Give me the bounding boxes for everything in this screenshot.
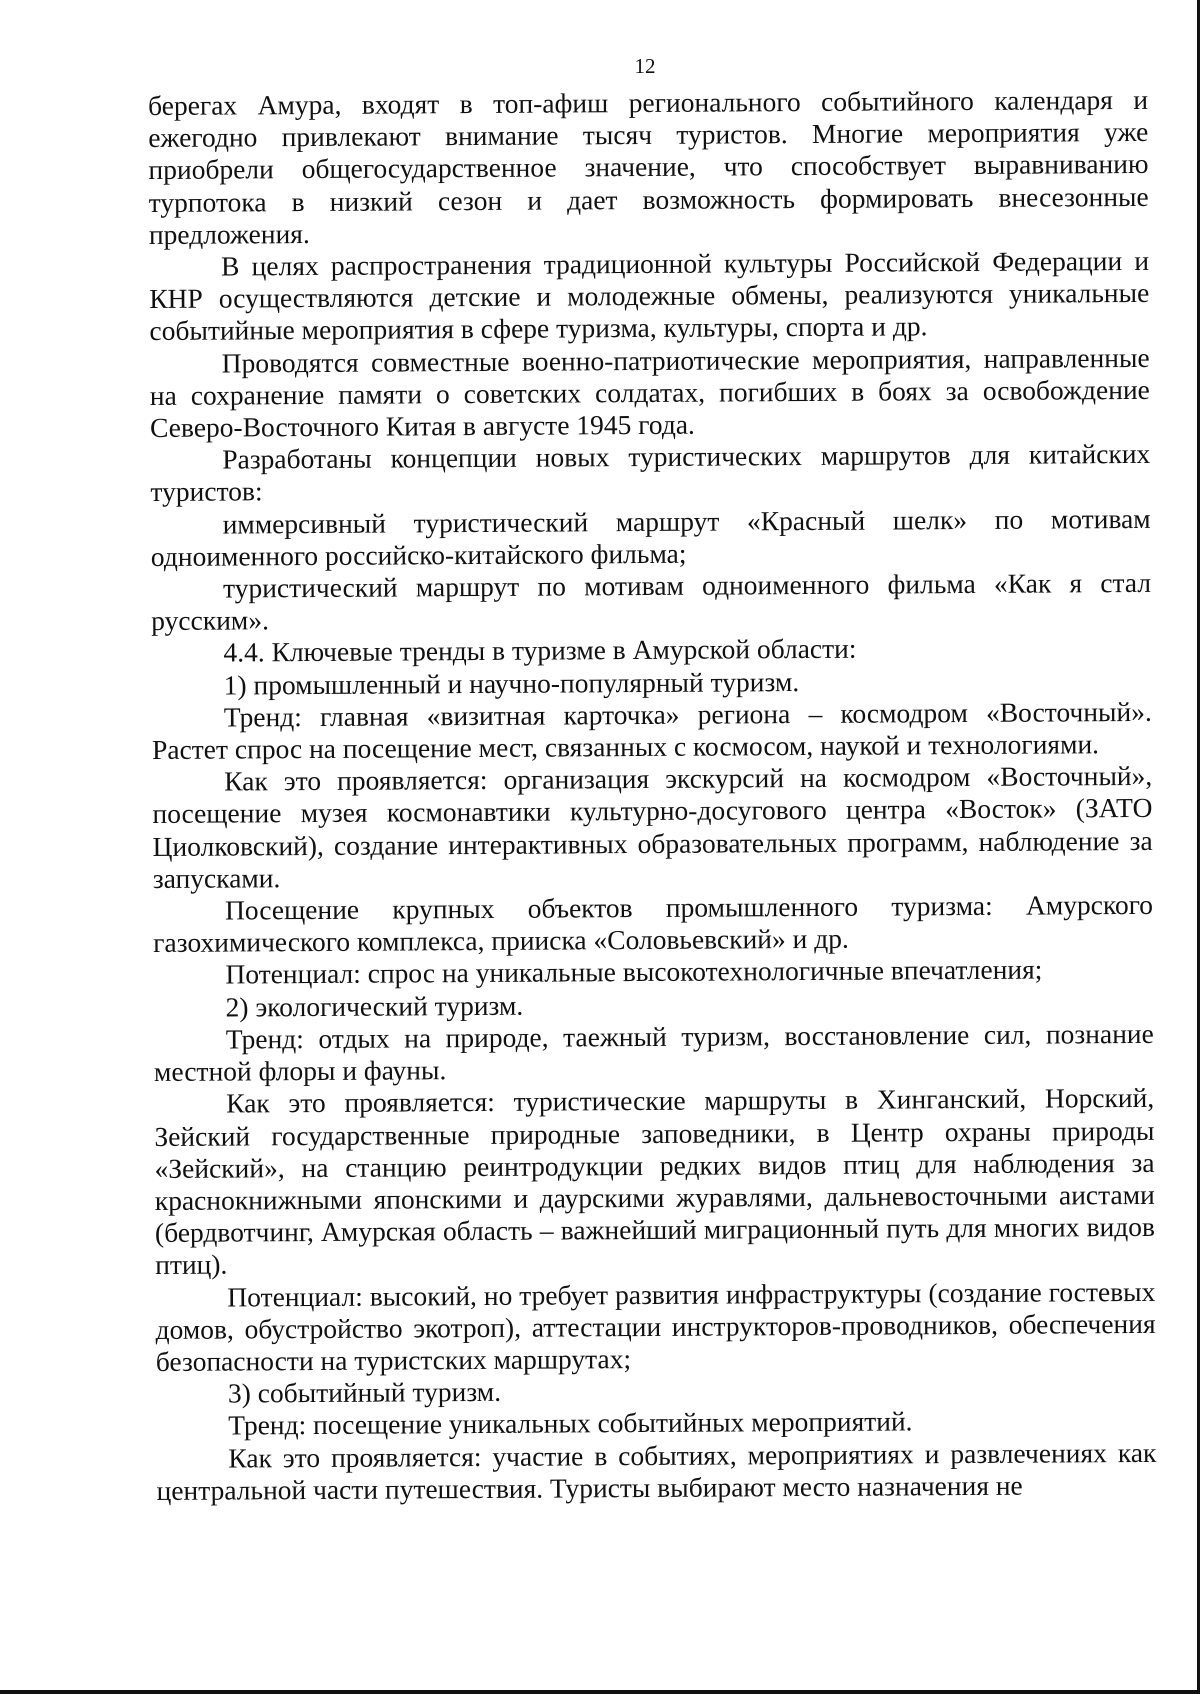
list-item-heading: 2) экологический туризм. (225, 989, 524, 1023)
paragraph: Как это проявляется: участие в событиях, мероприятиях и развлечениях как центральной части путешествия. Туристы выбирают место назначения не (156, 1436, 1157, 1506)
paragraph: Разработаны концепции новых туристических маршрутов для китайских туристов: (150, 438, 1151, 508)
paragraph: Тренд: отдых на природе, таежный туризм, восстановление сил, познание местной флоры и фауны. (153, 1017, 1154, 1088)
paragraph: берегах Амура, входят в топ-афиш регионального событийного календаря и ежегодно привлекают внимание тысяч туристов. Многие мероприятия уже приобрели общегосударственное значение, что способствует выравниванию турпотока в низкий сезон и дает возможность формировать внесезонные предложения. (148, 83, 1149, 250)
paragraph: Потенциал: спрос на уникальные высокотехнологичные впечатления; (225, 954, 1043, 991)
document-body (148, 84, 1157, 1507)
paragraph: Потенциал: высокий, но требует развития инфраструктуры (создание гостевых домов, обустройство экотроп), аттестации инструкторов-проводников, обеспечения безопасности на туристских маршрутах; (155, 1275, 1156, 1377)
list-item-heading: 3) событийный туризм. (227, 1375, 502, 1409)
paragraph: Как это проявляется: организация экскурсий на космодром «Восточный», посещение музея космонавтики культурно-досугового центра «Восток» (ЗАТО Циолковский), создание интерактивных образовательных программ, наблюдение за запусками. (152, 760, 1153, 894)
page-bottom-border (0, 1690, 1200, 1694)
paragraph: Посещение крупных объектов промышленного туризма: Амурского газохимического комплекса, прииска «Соловьевский» и др. (153, 888, 1154, 959)
section-heading: 4.4. Ключевые тренды в туризме в Амурской области: (223, 633, 857, 669)
list-item-heading: 1) промышленный и научно-популярный туризм. (223, 665, 800, 701)
page-number: 12 (634, 54, 656, 78)
paragraph: Тренд: главная «визитная карточка» региона – космодром «Восточный». Растет спрос на посещение мест, связанных с космосом, наукой и технологиями. (151, 695, 1152, 766)
paragraph: туристический маршрут по мотивам одноименного фильма «Как я стал русским». (151, 566, 1152, 637)
paragraph: Проводятся совместные военно-патриотические мероприятия, направленные на сохранение памяти о советских солдатах, погибших в боях за освобождение Северо-Восточного Китая в августе 1945 года. (149, 341, 1150, 444)
paragraph: В целях распространения традиционной культуры Российской Федерации и КНР осуществляются детские и молодежные обмены, реализуются уникальные событийные мероприятия в сфере туризма, культуры, спорта и др. (149, 244, 1150, 347)
paragraph: Как это проявляется: туристические маршруты в Хинганский, Норский, Зейский государственные природные заповедники, в Центр охраны природы «Зейский», на станцию реинтродукции редких видов птиц для наблюдения за краснокнижными японскими и даурскими журавлями, дальневосточными аистами (бердвотчинг, Амурская область – важнейший миграционный путь для многих видов птиц). (154, 1082, 1156, 1281)
paragraph: иммерсивный туристический маршрут «Красный шелк» по мотивам одноименного российско-китайского фильма; (150, 502, 1151, 572)
paragraph: Тренд: посещение уникальных событийных мероприятий. (228, 1405, 913, 1441)
